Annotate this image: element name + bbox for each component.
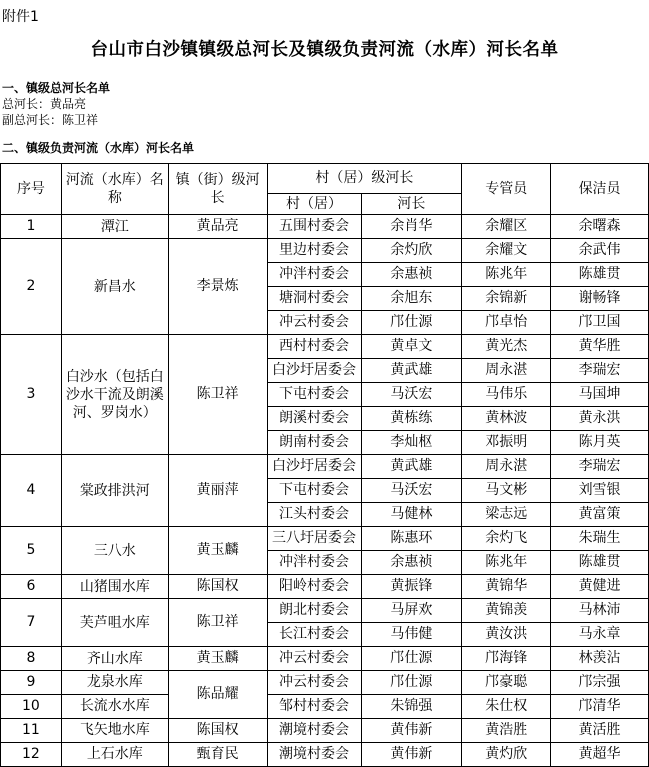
table-row	[1, 335, 649, 359]
village-name: 邹村村委会	[267, 695, 361, 719]
village-name: 冲泮村委会	[267, 551, 361, 575]
row-seq: 11	[1, 719, 62, 743]
header-row	[1, 164, 649, 194]
header-town-chief: 镇（街）级河长	[168, 164, 267, 215]
village-chief: 黄伟新	[361, 719, 462, 743]
cleaner-name: 朱瑞生	[551, 527, 649, 551]
table-row	[1, 527, 649, 551]
village-name: 朗南村委会	[267, 431, 361, 455]
village-name: 下屯村委会	[267, 479, 361, 503]
manager-name: 马文彬	[462, 479, 551, 503]
table-row	[1, 575, 649, 599]
village-name: 三八圩居委会	[267, 527, 361, 551]
table-row	[1, 647, 649, 671]
manager-name: 黄锦羡	[462, 599, 551, 623]
village-name: 冲泮村委会	[267, 263, 361, 287]
village-name: 冲云村委会	[267, 671, 361, 695]
village-chief: 马伟健	[361, 623, 462, 647]
village-name: 西村村委会	[267, 335, 361, 359]
row-seq: 4	[1, 455, 62, 527]
manager-name: 陈兆年	[462, 551, 551, 575]
village-chief: 马沃宏	[361, 479, 462, 503]
deputy-chief-line: 副总河长：陈卫祥	[2, 113, 99, 127]
cleaner-name: 邝宗强	[551, 671, 649, 695]
river-name: 芙芦咀水库	[61, 599, 168, 647]
village-chief: 黄武雄	[361, 455, 462, 479]
village-chief: 邝仕源	[361, 311, 462, 335]
village-name: 朗北村委会	[267, 599, 361, 623]
cleaner-name: 余武伟	[551, 239, 649, 263]
river-name: 山猪围水库	[61, 575, 168, 599]
river-name: 新昌水	[61, 239, 168, 335]
village-name: 下屯村委会	[267, 383, 361, 407]
manager-name: 黄浩胜	[462, 719, 551, 743]
river-name: 白沙水（包括白沙水干流及朗溪河、罗岗水）	[61, 335, 168, 455]
manager-name: 马伟乐	[462, 383, 551, 407]
table-row	[1, 599, 649, 623]
document-title: 台山市白沙镇镇级总河长及镇级负责河流（水库）河长名单	[90, 40, 559, 60]
row-seq: 5	[1, 527, 62, 575]
village-name: 冲云村委会	[267, 311, 361, 335]
attachment-label: 附件1	[2, 9, 39, 25]
manager-name: 黄林波	[462, 407, 551, 431]
manager-name: 余耀区	[462, 215, 551, 239]
header-cleaner: 保洁员	[551, 164, 649, 215]
village-name: 五围村委会	[267, 215, 361, 239]
cleaner-name: 黄永洪	[551, 407, 649, 431]
manager-name: 周永湛	[462, 455, 551, 479]
row-seq: 8	[1, 647, 62, 671]
cleaner-name: 黄富策	[551, 503, 649, 527]
header-village: 村（居）	[267, 194, 361, 215]
cleaner-name: 陈雄贯	[551, 263, 649, 287]
cleaner-name: 林羡沾	[551, 647, 649, 671]
manager-name: 邝海锋	[462, 647, 551, 671]
header-seq: 序号	[1, 164, 62, 215]
manager-name: 邝豪聪	[462, 671, 551, 695]
village-chief: 陈惠环	[361, 527, 462, 551]
town-chief: 黄玉麟	[168, 527, 267, 575]
manager-name: 余灼飞	[462, 527, 551, 551]
village-chief: 余肖华	[361, 215, 462, 239]
table-row	[1, 455, 649, 479]
village-name: 江头村委会	[267, 503, 361, 527]
village-chief: 马健林	[361, 503, 462, 527]
manager-name: 黄灼欣	[462, 743, 551, 767]
river-name: 棠政排洪河	[61, 455, 168, 527]
section-2-heading: 二、镇级负责河流（水库）河长名单	[2, 141, 195, 155]
village-name: 白沙圩居委会	[267, 359, 361, 383]
row-seq: 3	[1, 335, 62, 455]
row-seq: 10	[1, 695, 62, 719]
table-row	[1, 239, 649, 263]
village-name: 冲云村委会	[267, 647, 361, 671]
manager-name: 黄光杰	[462, 335, 551, 359]
village-name: 长江村委会	[267, 623, 361, 647]
village-chief: 马沃宏	[361, 383, 462, 407]
header-village-group: 村（居）级河长	[267, 164, 462, 194]
row-seq: 7	[1, 599, 62, 647]
village-name: 里边村委会	[267, 239, 361, 263]
manager-name: 邓振明	[462, 431, 551, 455]
row-seq: 6	[1, 575, 62, 599]
village-chief: 黄振锋	[361, 575, 462, 599]
village-chief: 黄武雄	[361, 359, 462, 383]
manager-name: 朱仕权	[462, 695, 551, 719]
cleaner-name: 李瑞宏	[551, 455, 649, 479]
cleaner-name: 马林沛	[551, 599, 649, 623]
table-row	[1, 671, 649, 695]
village-name: 白沙圩居委会	[267, 455, 361, 479]
town-chief: 甄育民	[168, 743, 267, 767]
cleaner-name: 黄活胜	[551, 719, 649, 743]
table-row	[1, 719, 649, 743]
manager-name: 陈兆年	[462, 263, 551, 287]
header-manager: 专管员	[462, 164, 551, 215]
village-name: 塘洞村委会	[267, 287, 361, 311]
manager-name: 余锦新	[462, 287, 551, 311]
cleaner-name: 黄超华	[551, 743, 649, 767]
cleaner-name: 黄华胜	[551, 335, 649, 359]
village-chief: 黄伟新	[361, 743, 462, 767]
town-chief: 陈卫祥	[168, 599, 267, 647]
table-row	[1, 695, 649, 719]
village-chief: 邝仕源	[361, 647, 462, 671]
manager-name: 周永湛	[462, 359, 551, 383]
river-chief-table	[0, 163, 649, 767]
town-chief: 黄品亮	[168, 215, 267, 239]
town-chief: 黄玉麟	[168, 647, 267, 671]
river-name: 飞矢地水库	[61, 719, 168, 743]
manager-name: 梁志远	[462, 503, 551, 527]
river-name: 三八水	[61, 527, 168, 575]
row-seq: 12	[1, 743, 62, 767]
cleaner-name: 马国坤	[551, 383, 649, 407]
cleaner-name: 李瑞宏	[551, 359, 649, 383]
cleaner-name: 谢畅锋	[551, 287, 649, 311]
village-chief: 李灿枢	[361, 431, 462, 455]
town-chief: 陈国权	[168, 575, 267, 599]
cleaner-name: 余曙森	[551, 215, 649, 239]
town-chief: 陈卫祥	[168, 335, 267, 455]
manager-name: 余耀文	[462, 239, 551, 263]
village-name: 朗溪村委会	[267, 407, 361, 431]
river-name: 龙泉水库	[61, 671, 168, 695]
village-chief: 邝仕源	[361, 671, 462, 695]
cleaner-name: 邝卫国	[551, 311, 649, 335]
village-chief: 余旭东	[361, 287, 462, 311]
town-chief: 李景炼	[168, 239, 267, 335]
header-village-chief: 河长	[361, 194, 462, 215]
cleaner-name: 马永章	[551, 623, 649, 647]
row-seq: 9	[1, 671, 62, 695]
cleaner-name: 陈雄贯	[551, 551, 649, 575]
river-name: 潭江	[61, 215, 168, 239]
cleaner-name: 邝清华	[551, 695, 649, 719]
village-chief: 余灼欣	[361, 239, 462, 263]
town-chief: 陈国权	[168, 719, 267, 743]
chief-river-chief-line: 总河长：黄品亮	[2, 97, 87, 111]
manager-name: 邝卓怡	[462, 311, 551, 335]
village-chief: 马屏欢	[361, 599, 462, 623]
town-chief: 陈品耀	[168, 671, 267, 719]
header-river: 河流（水库）名称	[61, 164, 168, 215]
village-name: 潮境村委会	[267, 719, 361, 743]
cleaner-name: 黄健进	[551, 575, 649, 599]
manager-name: 黄锦华	[462, 575, 551, 599]
row-seq: 2	[1, 239, 62, 335]
river-name: 长流水水库	[61, 695, 168, 719]
village-chief: 黄卓文	[361, 335, 462, 359]
table-row	[1, 743, 649, 767]
cleaner-name: 刘雪银	[551, 479, 649, 503]
village-chief: 余惠祯	[361, 263, 462, 287]
cleaner-name: 陈月英	[551, 431, 649, 455]
river-name: 齐山水库	[61, 647, 168, 671]
village-chief: 朱锦强	[361, 695, 462, 719]
village-name: 阳岭村委会	[267, 575, 361, 599]
village-chief: 余惠祯	[361, 551, 462, 575]
village-chief: 黄栋练	[361, 407, 462, 431]
river-name: 上石水库	[61, 743, 168, 767]
table-row	[1, 215, 649, 239]
row-seq: 1	[1, 215, 62, 239]
town-chief: 黄丽萍	[168, 455, 267, 527]
village-name: 潮境村委会	[267, 743, 361, 767]
section-1-heading: 一、镇级总河长名单	[2, 81, 111, 95]
manager-name: 黄汝洪	[462, 623, 551, 647]
